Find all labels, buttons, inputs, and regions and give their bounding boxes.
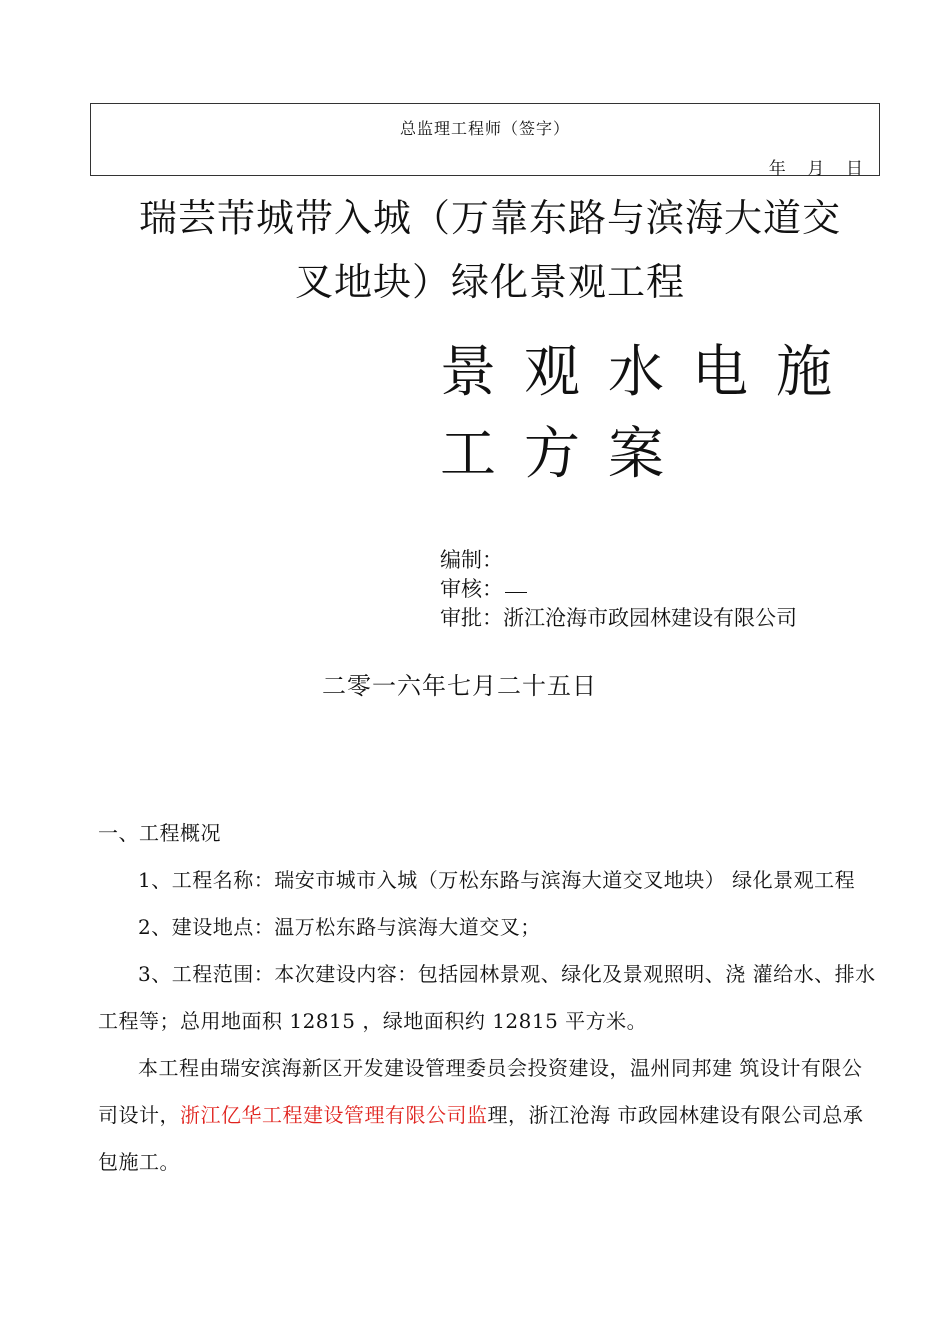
approved-value: 浙江沧海市政园林建设有限公司	[503, 606, 797, 630]
project-title-line2: 叉地块）绿化景观工程	[294, 260, 685, 304]
item-scope: 3、工程范围：本次建设内容：包括园林景观、绿化及景观照明、浇 灌给水、排水工程等；总用地面积 12815 ，绿地面积约 12815 平方米。	[98, 962, 876, 1033]
compiled-row	[440, 546, 797, 575]
section-heading: 一、工程概况	[98, 821, 221, 845]
reviewed-label: 审核：	[440, 577, 503, 601]
compiled-label: 编制：	[440, 548, 503, 572]
signoff-list	[440, 546, 797, 633]
plan-title-line2: 工方案	[440, 422, 692, 487]
item-project-name: 1、工程名称：瑞安市城市入城（万松东路与滨海大道交叉地块） 绿化景观工程	[138, 868, 856, 892]
reviewed-blank	[505, 591, 527, 593]
signature-label: 总监理工程师（签字）	[399, 119, 570, 138]
overview-section	[98, 810, 878, 1186]
project-parties-paragraph	[98, 1045, 878, 1186]
approved-row	[440, 604, 797, 633]
signature-box	[90, 103, 880, 179]
plan-title	[440, 332, 860, 496]
signature-date-line: 年 月 日	[768, 159, 863, 179]
parties-text-2: 理，浙江沧海 市政园林建设有限公司总承包施工。	[98, 1103, 864, 1174]
item-location: 2、建设地点：温万松东路与滨海大道交叉；	[138, 915, 541, 939]
parties-text-1: 本工程由瑞安滨海新区开发建设管理委员会投资建设，温州同邦建 筑设计有限公司设计，	[98, 1056, 863, 1127]
document-date: 二零一六年七月二十五日	[322, 672, 597, 700]
reviewed-row	[440, 575, 797, 604]
project-title	[95, 186, 885, 314]
approved-label: 审批：	[440, 606, 503, 630]
supervisor-highlight: 浙江亿华工程建设管理有限公司监	[180, 1103, 488, 1127]
project-title-line1: 瑞芸芾城带入城（万靠东路与滨海大道交	[138, 196, 841, 240]
plan-title-line1: 景观水电施	[440, 340, 860, 405]
